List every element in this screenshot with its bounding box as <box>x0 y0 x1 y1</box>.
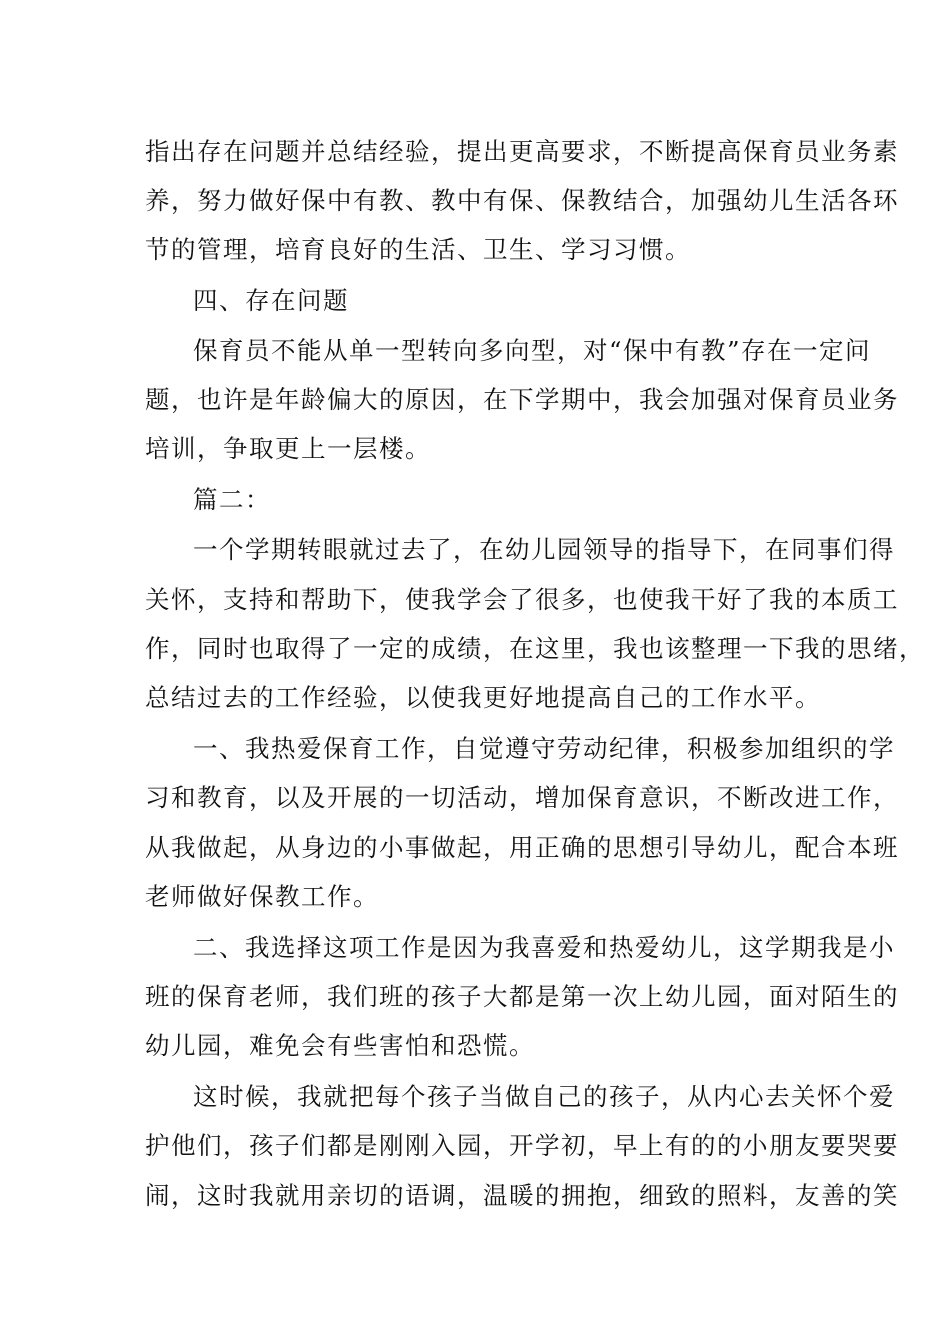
text-line: 一个学期转眼就过去了，在幼儿园领导的指导下，在同事们得 <box>193 535 895 564</box>
text-line: 护他们，孩子们都是刚刚入园，开学初，早上有的的小朋友要哭要 <box>145 1131 899 1160</box>
text-line: 这时候，我就把每个孩子当做自己的孩子，从内心去关怀个爱 <box>193 1082 895 1111</box>
text-line: 培训，争取更上一层楼。 <box>145 434 431 463</box>
text-line: 幼儿园，难免会有些害怕和恐慌。 <box>145 1031 535 1060</box>
section-heading: 篇二： <box>193 485 271 514</box>
text-line: 作，同时也取得了一定的成绩，在这里，我也该整理一下我的思绪， <box>145 634 925 663</box>
text-line: 班的保育老师，我们班的孩子大都是第一次上幼儿园，面对陌生的 <box>145 982 899 1011</box>
text-line: 关怀，支持和帮助下，使我学会了很多，也使我干好了我的本质工 <box>145 585 899 614</box>
text-line: 闹，这时我就用亲切的语调，温暖的拥抱，细致的照料，友善的笑 <box>145 1181 899 1210</box>
text-line: 老师做好保教工作。 <box>145 882 379 911</box>
text-line: 一、我热爱保育工作，自觉遵守劳动纪律，积极参加组织的学 <box>193 734 895 763</box>
section-heading: 四、存在问题 <box>193 286 349 315</box>
text-line: 养，努力做好保中有教、教中有保、保教结合，加强幼儿生活各环 <box>145 186 899 215</box>
text-line: 指出存在问题并总结经验，提出更高要求，不断提高保育员业务素 <box>145 137 899 166</box>
text-line: 题，也许是年龄偏大的原因，在下学期中，我会加强对保育员业务 <box>145 385 899 414</box>
text-line: 保育员不能从单一型转向多向型，对“保中有教”存在一定问 <box>193 336 872 365</box>
text-line: 节的管理，培育良好的生活、卫生、学习习惯。 <box>145 235 691 264</box>
text-line: 总结过去的工作经验，以使我更好地提高自己的工作水平。 <box>145 683 821 712</box>
text-line: 从我做起，从身边的小事做起，用正确的思想引导幼儿，配合本班 <box>145 833 899 862</box>
text-line: 二、我选择这项工作是因为我喜爱和热爱幼儿，这学期我是小 <box>193 933 895 962</box>
text-line: 习和教育，以及开展的一切活动，增加保育意识，不断改进工作， <box>145 783 899 812</box>
